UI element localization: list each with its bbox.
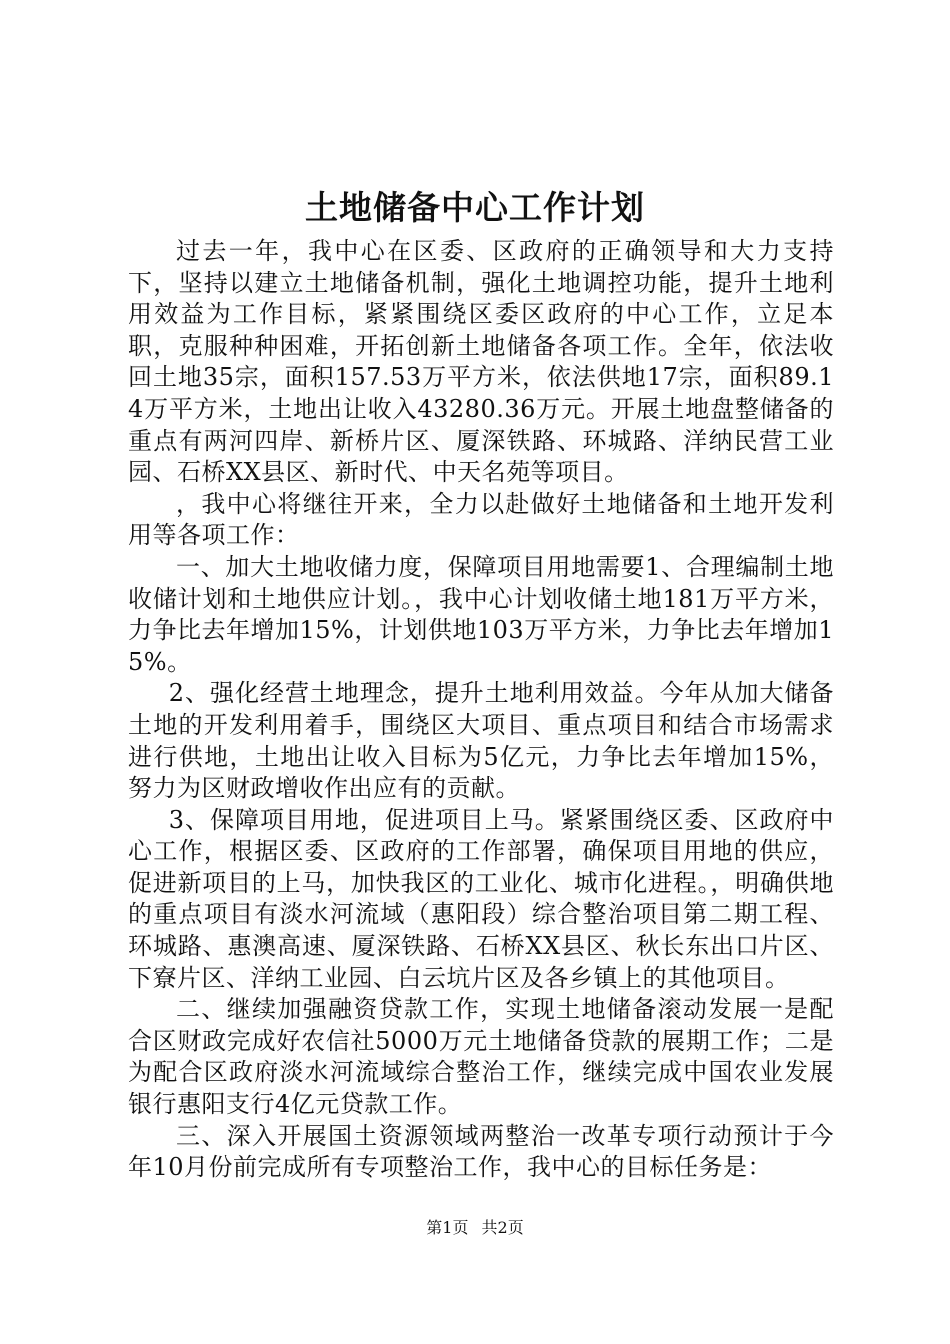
paragraph-section-3: 三、深入开展国土资源领域两整治一改革专项行动预计于今年10月份前完成所有专项整治工作，我中心的目标任务是： [128, 1121, 834, 1182]
paragraph-item-2: 2、强化经营土地理念，提升土地利用效益。今年从加大储备土地的开发利用着手，围绕区大项目、重点项目和结合市场需求进行供地，土地出让收入目标为5亿元，力争比去年增加15%，努力为区财政增收作出应有的贡献。 [128, 679, 834, 803]
paragraph-summary: 过去一年，我中心在区委、区政府的正确领导和大力支持下，坚持以建立土地储备机制，强化土地调控功能，提升土地利用效益为工作目标，紧紧围绕区委区政府的中心工作，立足本职，克服种种困难，开拓创新土地储备各项工作。全年，依法收回土地35宗，面积157.53万平方米，依法供地17宗，面积89.14万平方米，土地出让收入43280.36万元。开展土地盘整储备的重点有两河四岸、新桥片区、厦深铁路、环城路、洋纳民营工业园、石桥XX县区、新时代、中天名苑等项目。 [128, 237, 834, 487]
page-footer [0, 1216, 950, 1240]
paragraph-intro: ，我中心将继往开来，全力以赴做好土地储备和土地开发利用等各项工作： [128, 489, 834, 550]
page-total: 共2页 [481, 1218, 524, 1237]
page-number: 第1页 [426, 1218, 469, 1237]
paragraph-section-1: 一、加大土地收储力度，保障项目用地需要1、合理编制土地收储计划和土地供应计划。，我中心计划收储土地181万平方米，力争比去年增加15%，计划供地103万平方米，力争比去年增加15%。 [128, 552, 834, 676]
document-title: 土地储备中心工作计划 [305, 188, 645, 227]
paragraph-item-3: 3、保障项目用地，促进项目上马。紧紧围绕区委、区政府中心工作，根据区委、区政府的工作部署，确保项目用地的供应，促进新项目的上马，加快我区的工业化、城市化进程。，明确供地的重点项目有淡水河流域（惠阳段）综合整治项目第二期工程、环城路、惠澳高速、厦深铁路、石桥XX县区、秋长东出口片区、下寮片区、洋纳工业园、白云坑片区及各乡镇上的其他项目。 [128, 805, 834, 992]
paragraph-section-2: 二、继续加强融资贷款工作，实现土地储备滚动发展一是配合区财政完成好农信社5000万元土地储备贷款的展期工作；二是为配合区政府淡水河流域综合整治工作，继续完成中国农业发展银行惠阳支行4亿元贷款工作。 [128, 995, 834, 1119]
document-body [128, 236, 834, 1184]
